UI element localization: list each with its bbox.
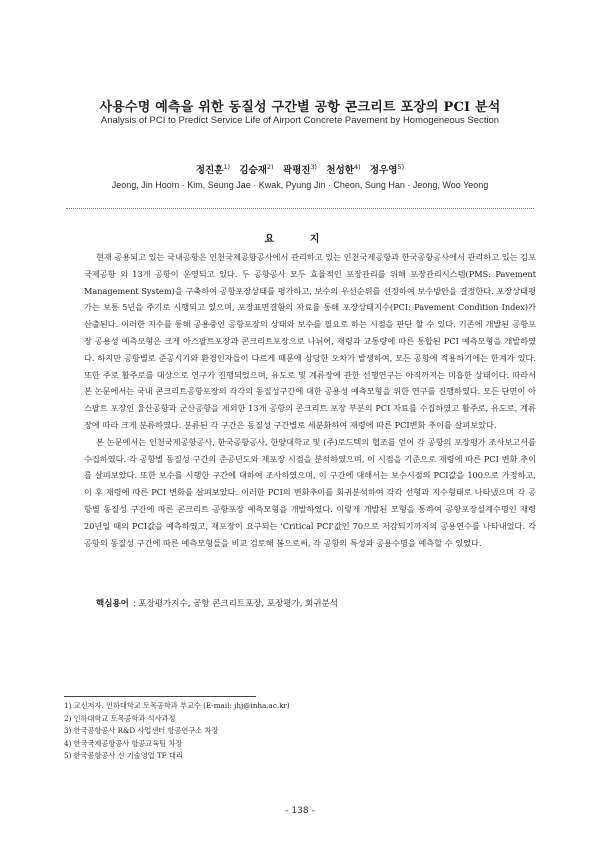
abstract-paragraph: 현재 공용되고 있는 국내공항은 인천국제공항공사에서 관리하고 있는 인천국제공항과 한국공항공사에서 관리하고 있는 김포국제공항 외 13개 공항이 운영되고 있다. 두 공항공사 모두 효율적인 포장관리를 위해 포장관리시스템(PMS: Pavement Management System)을 구축하여 공항포장상태를 평가하고, 보수의 우선순위를 선정하여 보수방안을 결정한다. 포장상태평가는 보통 5년을 주기로 시행되고 있으며, 포장표면결함의 자료를 통해 포장상태지수(PCI: Pavement Condition Index)가 산출된다. 이러한 지수를 통해 공용중인 공항포장의 상태와 보수를 필요로 하는 시점을 판단 할 수 있다. 기존에 개발된 공항포장 공용성 예측모형은 크게 아스팔트포장과 콘크리트포장으로 나뉘어, 재령과 교통량에 따른 통합된 PCI 예측모형을 개발하였다. 하지만 공항별로 준공시기와 환경인자들이 다르게 때문에 상당한 오차가 발생하여, 모든 공항에 적용하기에는 한계가 있다. 또한 주로 활주로를 대상으로 연구가 진행되었으며, 유도로 및 계류장에 관한 선행연구는 아직까지는 미흡한 상태이다. 따라서 본 논문에서는 국내 콘크리트공항포장의 각각의 동질성구간에 대한 공용성 예측모형을 위한 연구를 진행하였다. 모든 단면이 아스팔트 포장인 울산공항과 군산공항을 제외한 13개 공항의 콘크리트 포장 부분의 PCI 자료를 수집하였고 활주로, 유도로, 계류장에 따라 크게 분류하였다. 분류된 각 구간은 동질성 구간별로 세분화하여 재령에 따른 PCI변화 추이를 살펴보았다. — [84, 252, 536, 430]
title-korean: 사용수명 예측을 위한 동질성 구간별 공항 콘크리트 포장의 PCI 분석 — [99, 100, 501, 115]
footnote: 4) 한국국제공항공사 항공교육팀 차장 — [64, 738, 183, 748]
keywords-label: 핵심용어 — [96, 599, 129, 609]
footnote-divider — [64, 696, 256, 697]
abstract-paragraph: 본 논문에서는 인천국제공항공사, 한국공항공사, 한양대학교 및 (주)로드텍의 협조를 얻어 각 공항의 포장평가 조사보고서를 수집하였다. 각 공항별 동질성 구간의 준공년도와 재포장 시점을 분석하였으며, 이 시점을 기준으로 재령에 따른 PCI 변화 추이를 살펴보았다. 또한 보수를 시행한 구간에 대하여 조사하였으며, 이 구간에 대해서는 보수시점의 PCI값을 100으로 가정하고, 이 후 재령에 따른 PCI 변화를 살펴보았다. 이러한 PCI의 변화추이를 회귀분석하여 각각 선형과 지수형태로 나타냈으며 각 공항별 동질성 구간에 따른 콘크리트 공항포장 예측모형을 개발하였다. 이렇게 개발된 모형을 통하여 공항포장설계수명인 재령 20년일 때의 PCI값을 예측하였고, 재포장이 요구되는 'Critical PCI'값인 70으로 저감되기까지의 공용연수를 나타내었다. 각 공항의 동질성 구간에 따른 예측모형들을 비교 검토해 봄으로써, 각 공항의 특성과 공용수명을 예측할 수 있었다. — [84, 436, 536, 548]
page-number: - 138 - — [285, 806, 315, 816]
author-name: 정진훈$^{1)}$ — [195, 162, 231, 176]
keywords-text: : 포장평가지수, 공항 콘크리트포장, 포장평가, 회귀분석 — [132, 599, 338, 609]
author-name: 천성한$^{4)}$ — [326, 162, 361, 176]
author-name: 정우영$^{5)}$ — [369, 162, 405, 176]
footnote: 5) 한국공항공사 신 기술영업 TF 대리 — [64, 751, 183, 761]
keywords — [96, 597, 536, 609]
footnotes — [64, 700, 544, 763]
abstract-heading: 요 지 — [264, 234, 336, 245]
footnote: 1) 교신저자. 인하대학교 토목공학과 부교수 (E-mail: jhj@inha.ac.kr) — [64, 701, 290, 710]
authors-korean — [40, 162, 560, 176]
footnote: 2) 인하대학교 토목공학과 석사과정 — [64, 713, 176, 723]
authors-english: Jeong, Jin Hoom · Kim, Seung Jae · Kwak, Pyung Jin · Cheon, Sung Han · Jeong, Woo Yeong — [111, 180, 489, 190]
title-english: Analysis of PCI to Predict Service Life of Airport Concrete Pavement by Homogeneous Section — [100, 115, 500, 126]
footnote: 3) 한국공항공사 R&D 사업센터 항공연구소 차장 — [64, 726, 219, 736]
author-name: 곽평진$^{3)}$ — [282, 162, 318, 176]
abstract-body — [84, 249, 536, 551]
section-divider — [66, 208, 534, 209]
author-name: 김승재$^{2)}$ — [239, 162, 274, 176]
